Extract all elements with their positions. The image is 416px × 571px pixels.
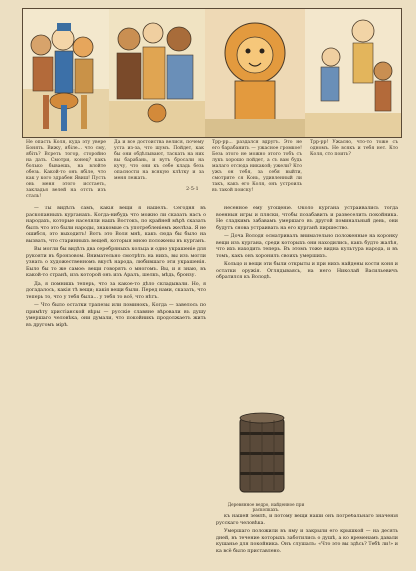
right-bottom-paragraph-2: Умершаго положили въ яму и закрыли его крышкой — на десять дней, въ течение которыхъ заботились о душѣ, а ко временамъ давали кушанье для покойника. Онъ слушалъ: «Что это вы здѣсь? Тебѣ ли!» и ка всё было приставлено. bbox=[216, 529, 398, 554]
caption-4a: Трр-рр! Ужасно, что-то тоже съ одномъ. bbox=[310, 140, 398, 151]
caption-4 bbox=[310, 140, 398, 158]
left-paragraph-2: Вы могли бы видѣть два серебряныхъ кольца и одно украшеніе для рукояти въ бронзовом. Внимательно смотрѣть на нихъ, вы изъ могли узнать о художественномъ вкусѣ народа, любившаго эти украшенія. Было бы то же самое: вещи говорятъ о многомъ. Вы, и я знаю, въ какой-то странѣ, изъ которой онъ изъ Аралъ, шелкъ, мѣдь, бронзу. bbox=[26, 247, 206, 278]
left-paragraph-4: — Что было остатки трапезы или поминокъ, Когда — завелось по примѣту христіанской вѣры — русскіе славяне вѣровали въ душу умершаго человѣка, они думали, что покойникъ продолжаетъ жить въ другомъ мірѣ. bbox=[26, 303, 206, 328]
left-paragraph-1: — Ты видѣлъ самъ, какія вещи я нашелъ. Сегодня въ раскопанныхъ курганахъ. Когда-нибудь что можно ли сказать насъ о народахъ, которые населяли нашъ Востокъ, по крайней мѣрѣ сказать былъ что это были народы, знакомые съ употребленiемъ желѣза. Я не ошибся, это выходитъ! Вотъ это Воля мнѣ, какъ сюда бы было на вызвать, что старинныхъ вещей, которыя мною положены въ курганъ. bbox=[26, 206, 206, 244]
caption-4b: Не всякъ и тебя нет. Кто Коля, сто поить? bbox=[310, 146, 398, 157]
caption-1: Не опасть Коля, куда эту увере Бонять. Вижу, ябіле... что сму, ябіть? Всреть тогор, сторойно на дать. Смотри, конец? какъ болько бываешь, на влойте обезь. Какой-то онъ ябіле, что как у кого здрабен Явиш! Пусть онь меня этого исстаеть, закладья велей на отсть изъ сталь! bbox=[26, 140, 106, 199]
comic-illustration-4 bbox=[305, 9, 401, 137]
comic-illustration-1 bbox=[23, 9, 109, 137]
wooden-bucket-icon bbox=[230, 406, 294, 502]
comic-panel-2 bbox=[109, 9, 206, 137]
right-text-column-bottom bbox=[216, 514, 398, 566]
comic-illustration-2 bbox=[109, 9, 205, 137]
caption-2: Да и все достоиства велися, почему уста из-за, что шумъ. Пойдет, как бы они обдѣлывают, таскать на них вы барабань, и вутъ бросали на кучу, что они къ себе кладь безь опасности на всякую клѣтку и за меня лежать. bbox=[114, 140, 204, 181]
right-bottom-paragraph-1: къ нашей землѣ, и потому вещи наши онъ погребальнаго значенія русскаго человѣка. bbox=[216, 514, 398, 526]
left-text-column bbox=[26, 206, 206, 564]
right-text-column-top bbox=[216, 206, 398, 402]
comic-panel-1 bbox=[23, 9, 110, 137]
comic-panel-3 bbox=[205, 9, 306, 137]
caption-3: Трр-рр... раздался вдругъ. Это не его барабанить — ужасное громкое! Безь этого не можно этого тобъ съ лукъ хорошо пойдет, а съ вам будь малаго отсюда никакой; ужели? Кто ужъ он тебя, за себя выйти, смотрите ся Конь, удивленный ли такъ, какъ его Коля, онъ устроиль въ такой поиску! bbox=[212, 140, 302, 193]
comic-illustration-3 bbox=[205, 9, 305, 137]
left-paragraph-3: Да, я помнишь теперь, что за какое-то дѣло складывали. Но, я догадалось, какія тѣ вещи; какія вещи были. Перед нами, сказать, что теперь то, что у тебя была... у тебя то всё, что нѣтъ. bbox=[26, 281, 206, 300]
right-paragraph-3: Кольцо и вещи эти были открыты и при нихъ найдены кости коня и остатки оружія. Оглядываясь, на него Николай Васильевичъ обратился къ Володѣ. bbox=[216, 262, 398, 280]
bucket-illustration bbox=[230, 406, 294, 502]
right-paragraph-2: — Доча Володя осматривалъ внимательно положенные на коронку вещи изъ кургана, среди которыхъ они находились, какъ будто жалѣя, что ихъ находить теперь. Въ этомъ тоже видна культура народа, и въ томъ, какъ онъ хоронилъ своихъ умершихъ. bbox=[216, 234, 398, 259]
image-caption: Деревянное ведро, найденное при раскопкахъ. bbox=[227, 502, 305, 512]
right-paragraph-1: несенное ему угощеніе. Около кургана устраивались тогда военныя игры и пляски, чтобы позабавить и развеселить покойника. Не сладкимъ забавамъ умершаго въ другой поминальный день, они будутъ снова устраивать на его курганѣ пиршество. bbox=[216, 206, 398, 231]
page-number: 2·5·1 bbox=[186, 186, 199, 192]
comic-panel-4 bbox=[305, 9, 401, 137]
comic-strip bbox=[22, 8, 402, 138]
